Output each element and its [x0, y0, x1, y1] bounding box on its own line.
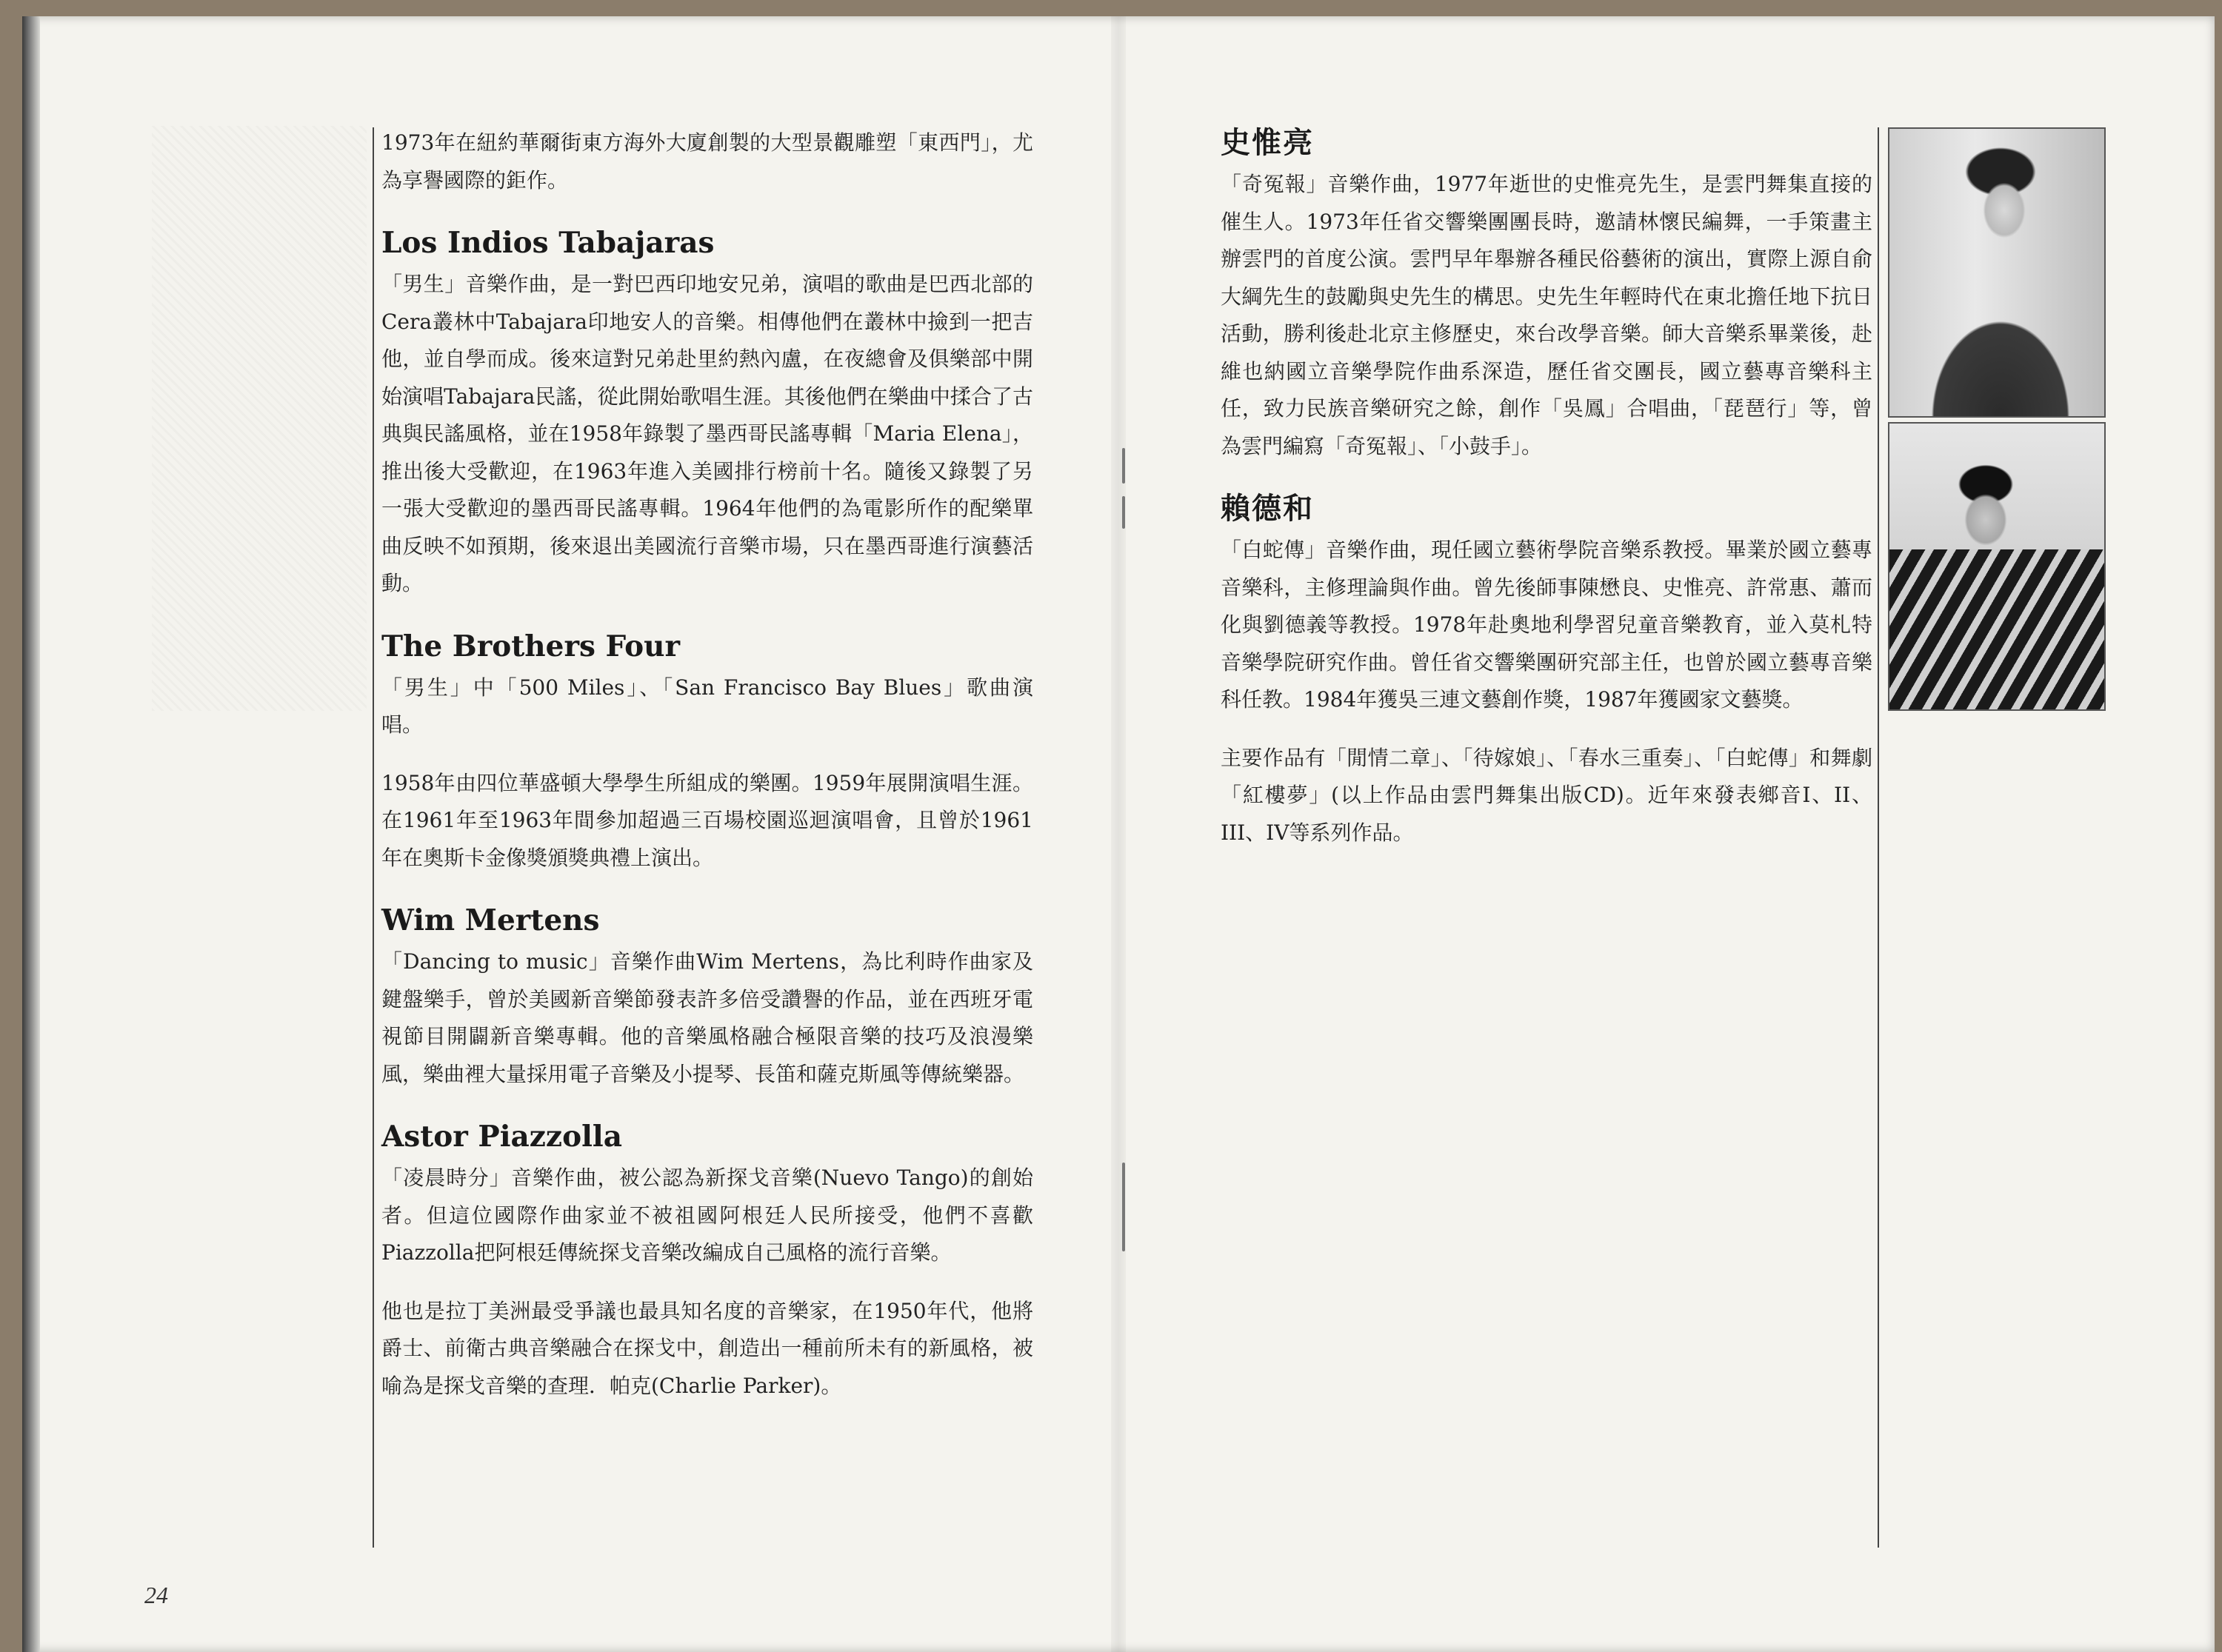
binding-staple-bottom	[1122, 1163, 1125, 1251]
paragraph: 主要作品有「閒情二章」、「待嫁娘」、「春水三重奏」、「白蛇傳」和舞劇「紅樓夢」(以上作品由雲門舞集出版CD)。近年來發表鄉音I、II、III、IV等系列作品。	[1221, 745, 1872, 845]
section-heading: Wim Mertens	[381, 903, 600, 937]
paragraph: 1958年由四位華盛頓大學學生所組成的樂團。1959年展開演唱生涯。在1961年至1963年間參加超過三百場校園巡迴演唱會，且曾於1961年在奧斯卡金像獎頒獎典禮上演出。	[381, 770, 1033, 870]
paragraph: 他也是拉丁美洲最受爭議也最具知名度的音樂家，在1950年代，他將爵士、前衛古典音樂融合在探戈中，創造出一種前所未有的新風格，被喻為是探戈音樂的查理．帕克(Charlie Parker)。	[381, 1298, 1033, 1398]
paragraph: 「凌晨時分」音樂作曲，被公認為新探戈音樂(Nuevo Tango)的創始者。但這位國際作曲家並不被祖國阿根廷人民所接受，他們不喜歡Piazzolla把阿根廷傳統探戈音樂改編成自己風格的流行音樂。	[381, 1166, 1033, 1265]
portrait-photo-shih-wei-liang	[1888, 127, 2106, 418]
paper-texture	[152, 126, 367, 711]
section-heading: The Brothers Four	[381, 629, 681, 663]
section-heading: Los Indios Tabajaras	[381, 226, 715, 260]
left-page-rule	[373, 127, 374, 1548]
book-left-edge	[22, 16, 40, 1652]
section-heading: Astor Piazzolla	[381, 1120, 622, 1154]
section-heading: 史惟亮	[1221, 125, 1314, 160]
binding-staple-top	[1122, 448, 1125, 484]
paragraph: 1973年在紐約華爾街東方海外大廈創製的大型景觀雕塑「東西門」，尤為享譽國際的鉅作。	[381, 130, 1033, 193]
right-page-rule	[1878, 127, 1879, 1548]
portrait-photo-lai-deh-ho	[1888, 422, 2106, 711]
paragraph: 「男生」中「500 Miles」、「San Francisco Bay Blues」歌曲演唱。	[381, 675, 1033, 737]
section-heading: 賴德和	[1221, 491, 1314, 526]
paragraph: 「白蛇傳」音樂作曲，現任國立藝術學院音樂系教授。畢業於國立藝專音樂科，主修理論與作曲。曾先後師事陳懋良、史惟亮、許常惠、蕭而化與劉德義等教授。1978年赴奧地利學習兒童音樂教育，並入莫札特音樂學院研究作曲。曾任省交響樂團研究部主任，也曾於國立藝專音樂科任教。1984年獲吳三連文藝創作獎，1987年獲國家文藝獎。	[1221, 538, 1872, 712]
paragraph: 「奇冤報」音樂作曲，1977年逝世的史惟亮先生，是雲門舞集直接的催生人。1973年任省交響樂團團長時，邀請林懷民編舞，一手策畫主辦雲門的首度公演。雲門早年舉辦各種民俗藝術的演出，實際上源自俞大綱先生的鼓勵與史先生的構思。史先生年輕時代在東北擔任地下抗日活動，勝利後赴北京主修歷史，來台改學音樂。師大音樂系畢業後，赴維也納國立音樂學院作曲系深造，歷任省交團長，國立藝專音樂科主任，致力民族音樂研究之餘，創作「吳鳳」合唱曲，「琵琶行」等，曾為雲門編寫「奇冤報」、「小鼓手」。	[1221, 172, 1872, 458]
page-number: 24	[144, 1582, 168, 1608]
paragraph: 「Dancing to music」音樂作曲Wim Mertens，為比利時作曲家及鍵盤樂手，曾於美國新音樂節發表許多倍受讚譽的作品，並在西班牙電視節目開闢新音樂專輯。他的音樂風格融合極限音樂的技巧及浪漫樂風，樂曲裡大量採用電子音樂及小提琴、長笛和薩克斯風等傳統樂器。	[381, 949, 1033, 1086]
left-page-text	[381, 124, 1033, 1425]
right-page-text	[1221, 120, 1872, 872]
binding-staple-top-2	[1122, 496, 1125, 529]
paragraph: 「男生」音樂作曲，是一對巴西印地安兄弟，演唱的歌曲是巴西北部的Cera叢林中Tabajara印地安人的音樂。相傳他們在叢林中撿到一把吉他，並自學而成。後來這對兄弟赴里約熱內盧，在夜總會及俱樂部中開始演唱Tabajara民謠，從此開始歌唱生涯。其後他們在樂曲中揉合了古典與民謠風格，並在1958年錄製了墨西哥民謠專輯「Maria Elena」，推出後大受歡迎，在1963年進入美國排行榜前十名。隨後又錄製了另一張大受歡迎的墨西哥民謠專輯。1964年他們的為電影所作的配樂單曲反映不如預期，後來退出美國流行音樂市場，只在墨西哥進行演藝活動。	[381, 272, 1033, 595]
book-gutter	[1111, 16, 1126, 1652]
